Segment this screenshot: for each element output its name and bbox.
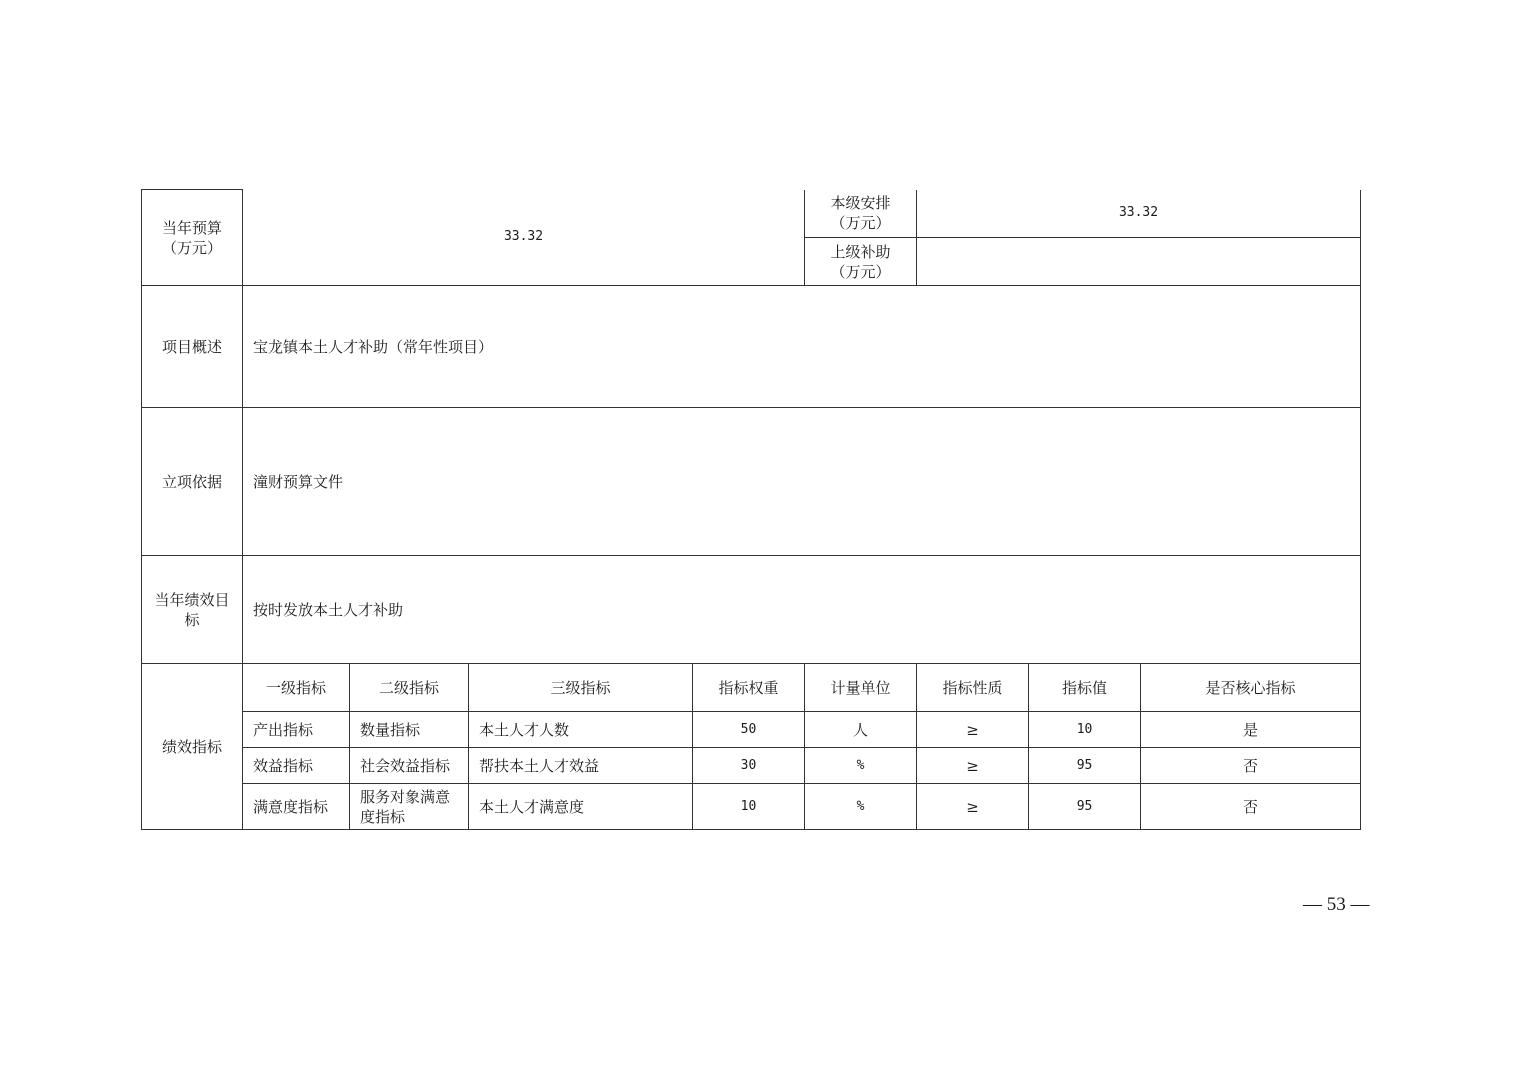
budget-total: 33.32: [243, 190, 805, 286]
upper-subsidy-label: 上级补助 （万元）: [805, 238, 917, 286]
row-nature: ≥: [917, 784, 1029, 830]
header-core: 是否核心指标: [1141, 664, 1361, 712]
table-row: [142, 748, 1361, 784]
header-nature: 指标性质: [917, 664, 1029, 712]
upper-subsidy-value: [917, 238, 1361, 286]
header-level3: 三级指标: [469, 664, 693, 712]
row-core: 是: [1141, 712, 1361, 748]
header-value: 指标值: [1029, 664, 1141, 712]
header-level1: 一级指标: [243, 664, 350, 712]
table-row: [142, 712, 1361, 748]
header-level2: 二级指标: [350, 664, 469, 712]
basis-text: 潼财预算文件: [243, 408, 1361, 556]
row-weight: 50: [693, 712, 805, 748]
row-level1: 产出指标: [243, 712, 350, 748]
row-level3: 本土人才满意度: [469, 784, 693, 830]
header-unit: 计量单位: [805, 664, 917, 712]
goal-label: 当年绩效目 标: [142, 556, 243, 664]
indicators-label: 绩效指标: [142, 664, 243, 830]
row-unit: %: [805, 784, 917, 830]
local-budget-value: 33.32: [917, 190, 1361, 238]
row-level2: 数量指标: [350, 712, 469, 748]
row-nature: ≥: [917, 712, 1029, 748]
row-level2: 社会效益指标: [350, 748, 469, 784]
overview-label: 项目概述: [142, 286, 243, 408]
performance-table: [141, 189, 1361, 830]
row-level1: 效益指标: [243, 748, 350, 784]
row-weight: 10: [693, 784, 805, 830]
row-weight: 30: [693, 748, 805, 784]
row-level2: 服务对象满意 度指标: [350, 784, 469, 830]
row-core: 否: [1141, 748, 1361, 784]
row-level3: 本土人才人数: [469, 712, 693, 748]
table-row: [142, 784, 1361, 830]
row-unit: 人: [805, 712, 917, 748]
row-value: 95: [1029, 784, 1141, 830]
header-weight: 指标权重: [693, 664, 805, 712]
basis-label: 立项依据: [142, 408, 243, 556]
goal-text: 按时发放本土人才补助: [243, 556, 1361, 664]
page-number: — 53 —: [1303, 894, 1370, 915]
row-level3: 帮扶本土人才效益: [469, 748, 693, 784]
local-budget-label: 本级安排 （万元）: [805, 190, 917, 238]
row-value: 10: [1029, 712, 1141, 748]
row-value: 95: [1029, 748, 1141, 784]
overview-text: 宝龙镇本土人才补助（常年性项目）: [243, 286, 1361, 408]
row-unit: %: [805, 748, 917, 784]
budget-label: 当年预算 （万元）: [142, 190, 243, 286]
row-core: 否: [1141, 784, 1361, 830]
row-level1: 满意度指标: [243, 784, 350, 830]
row-nature: ≥: [917, 748, 1029, 784]
